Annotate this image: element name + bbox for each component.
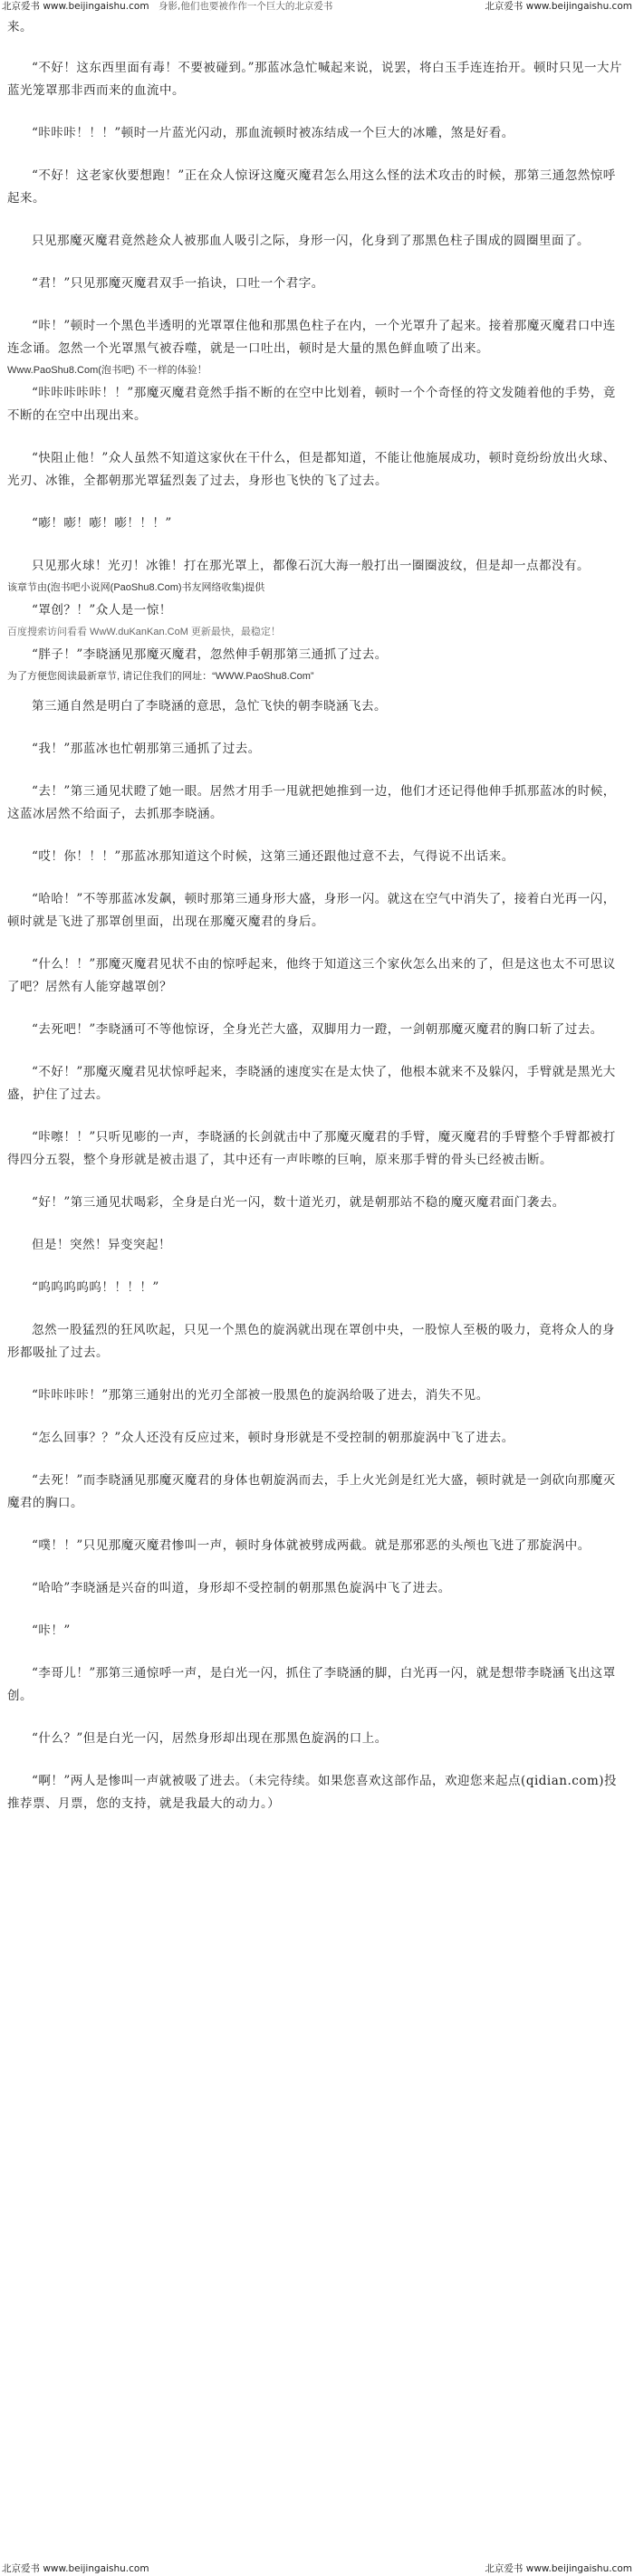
paragraph: “胖子！”李晓涵见那魔灭魔君，忽然伸手朝那第三通抓了过去。 <box>32 647 388 662</box>
paragraph: 忽然一股猛烈的狂风吹起，只见一个黑色的旋涡就出现在罩创中央，一股惊人至极的吸力，竟将众人的身形都吸扯了过去。 <box>7 1323 615 1360</box>
paragraph: 只见那火球！光刃！冰锥！打在那光罩上，都像石沉大海一般打出一圈圈波纹，但是却一点都没有。 <box>32 559 590 573</box>
paragraph: “快阻止他！”众人虽然不知道这家伙在干什么，但是都知道，不能让他施展成功，顿时竟纷纷放出火球、光刃、冰锥，全都朝那光罩猛烈轰了过去，身形也飞快的飞了过去。 <box>7 451 616 488</box>
paragraph: “君！”只见那魔灭魔君双手一掐诀，口吐一个君字。 <box>32 276 324 291</box>
paragraph: “不好！这东西里面有毒！不要被碰到。”那蓝冰急忙喊起来说，说罢，将白玉手连连抬开。顿时只见一大片蓝光笼罩那非西而来的血流中。 <box>7 61 623 98</box>
header-site-right: 北京爱书 www.beijingaishu.com <box>485 1 632 12</box>
header-site-left: 北京爱书 www.beijingaishu.com <box>2 1 149 12</box>
paragraph: “咔咔咔咔咔！！”那魔灭魔君竟然手指不断的在空中比划着，顿时一个个奇怪的符文发随着他的手势，竟不断的在空中出现出来。 <box>7 386 616 423</box>
paragraph: “怎么回事？？”众人还没有反应过来，顿时身形就是不受控制的朝那旋涡中飞了进去。 <box>32 1431 514 1445</box>
paragraph: “不好！这老家伙要想跑！”正在众人惊讶这魔灭魔君怎么用这么怪的法术攻击的时候，那第三通忽然惊呼起来。 <box>7 168 616 206</box>
paragraph: “什么？”但是白光一闪，居然身形却出现在那黑色旋涡的口上。 <box>32 1731 388 1746</box>
paragraph: “什么！！”那魔灭魔君见状不由的惊呼起来，他终于知道这三个家伙怎么出来的了，但是这也太不可思议了吧？居然有人能穿越罩创？ <box>7 957 616 994</box>
header-overlap-text: 身影,他们也要被作作一个巨大的北京爱书 <box>158 1 333 12</box>
site-notice: 为了方便您阅读最新章节, 请记住我们的网址：“WWW.PaoShu8.Com” <box>7 671 314 682</box>
paragraph: “李哥儿！”那第三通惊呼一声，是白光一闪，抓住了李晓涵的脚，白光再一闪，就是想带李晓涵飞出这罩创。 <box>7 1666 616 1703</box>
paragraph: “去死吧！”李晓涵可不等他惊讶，全身光芒大盛，双脚用力一蹬，一剑朝那魔灭魔君的胸口斩了过去。 <box>32 1022 603 1037</box>
paragraph: “罩创？！”众人是一惊！ <box>32 603 172 618</box>
site-notice: 百度搜索访问看看 WwW.duKanKan.CoM 更新最快，最稳定！ <box>7 627 281 637</box>
page-footer <box>0 2562 634 2576</box>
paragraph: “噗！！”只见那魔灭魔君惨叫一声，顿时身体就被劈成两截。就是那邪恶的头颅也飞进了那旋涡中。 <box>32 1538 591 1553</box>
paragraph: “哎！你！！！”那蓝冰那知道这个时候，这第三通还跟他过意不去，气得说不出话来。 <box>32 849 514 864</box>
site-notice: Www.PaoShu8.Com(泡书吧) 不一样的体验！ <box>7 365 207 376</box>
paragraph: “咔！” <box>32 1623 71 1638</box>
paragraph: “嘭！嘭！嘭！嘭！！！” <box>32 516 172 531</box>
footer-site-left: 北京爱书 www.beijingaishu.com <box>2 2563 149 2574</box>
chapter-body <box>7 16 627 1835</box>
paragraph: 第三通自然是明白了李晓涵的意思，急忙飞快的朝李晓涵飞去。 <box>32 699 387 713</box>
paragraph: “我！”那蓝冰也忙朝那第三通抓了过去。 <box>32 742 261 756</box>
paragraph: “咔咔咔！！！”顿时一片蓝光闪动，那血流顿时被冻结成一个巨大的冰雕，煞是好看。 <box>32 126 514 140</box>
paragraph: “哈哈”李晓涵是兴奋的叫道，身形却不受控制的朝那黑色旋涡中飞了进去。 <box>32 1581 451 1595</box>
page-header <box>0 0 634 14</box>
site-notice: 该章节由(泡书吧小说网(PaoShu8.Com)书友网络收集)提供 <box>7 582 265 593</box>
paragraph: “不好！”那魔灭魔君见状惊呼起来，李晓涵的速度实在是太快了，他根本就来不及躲闪，手臂就是黑光大盛，护住了过去。 <box>7 1065 616 1102</box>
paragraph: “啊！”两人是惨叫一声就被吸了进去。（未完待续。如果您喜欢这部作品，欢迎您来起点(qidian.com)投推荐票、月票，您的支持，就是我最大的动力。） <box>7 1774 618 1811</box>
paragraph: “呜呜呜呜呜！！！！” <box>32 1280 159 1295</box>
paragraph: “咔嚓！！”只听见嘭的一声，李晓涵的长剑就击中了那魔灭魔君的手臂，魔灭魔君的手臂整个手臂都被打得四分五裂，整个身形就是被击退了，其中还有一声咔嚓的巨响，原来那手臂的骨头已经被击断。 <box>7 1130 616 1167</box>
paragraph: “去死！”而李晓涵见那魔灭魔君的身体也朝旋涡而去，手上火光剑是红光大盛，顿时就是一剑砍向那魔灭魔君的胸口。 <box>7 1473 616 1510</box>
paragraph: 只见那魔灭魔君竟然趁众人被那血人吸引之际，身形一闪，化身到了那黑色柱子围成的圆圈里面了。 <box>32 234 590 248</box>
paragraph: “好！”第三通见状喝彩，全身是白光一闪，数十道光刃，就是朝那站不稳的魔灭魔君面门袭去。 <box>32 1195 565 1210</box>
footer-site-right: 北京爱书 www.beijingaishu.com <box>485 2563 632 2574</box>
paragraph: 来。 <box>7 20 33 34</box>
paragraph: “咔咔咔咔！”那第三通射出的光刃全部被一股黑色的旋涡给吸了进去，消失不见。 <box>32 1388 489 1403</box>
paragraph: “哈哈！”不等那蓝冰发飙，顿时那第三通身形大盛，身形一闪。就这在空气中消失了，接着白光再一闪，顿时就是飞进了那罩创里面，出现在那魔灭魔君的身后。 <box>7 892 616 929</box>
paragraph: 但是！突然！异变突起！ <box>32 1238 171 1252</box>
paragraph: “去！”第三通见状瞪了她一眼。居然才用手一甩就把她推到一边，他们才还记得他伸手抓那蓝冰的时候，这蓝冰居然不给面子，去抓那李晓涵。 <box>7 784 616 821</box>
paragraph: “咔！”顿时一个黑色半透明的光罩罩住他和那黑色柱子在内，一个光罩升了起来。接着那魔灭魔君口中连连念诵。忽然一个光罩黑气被吞噬，就是一口吐出，顿时是大量的黑色鲜血喷了出来。 <box>7 319 616 356</box>
